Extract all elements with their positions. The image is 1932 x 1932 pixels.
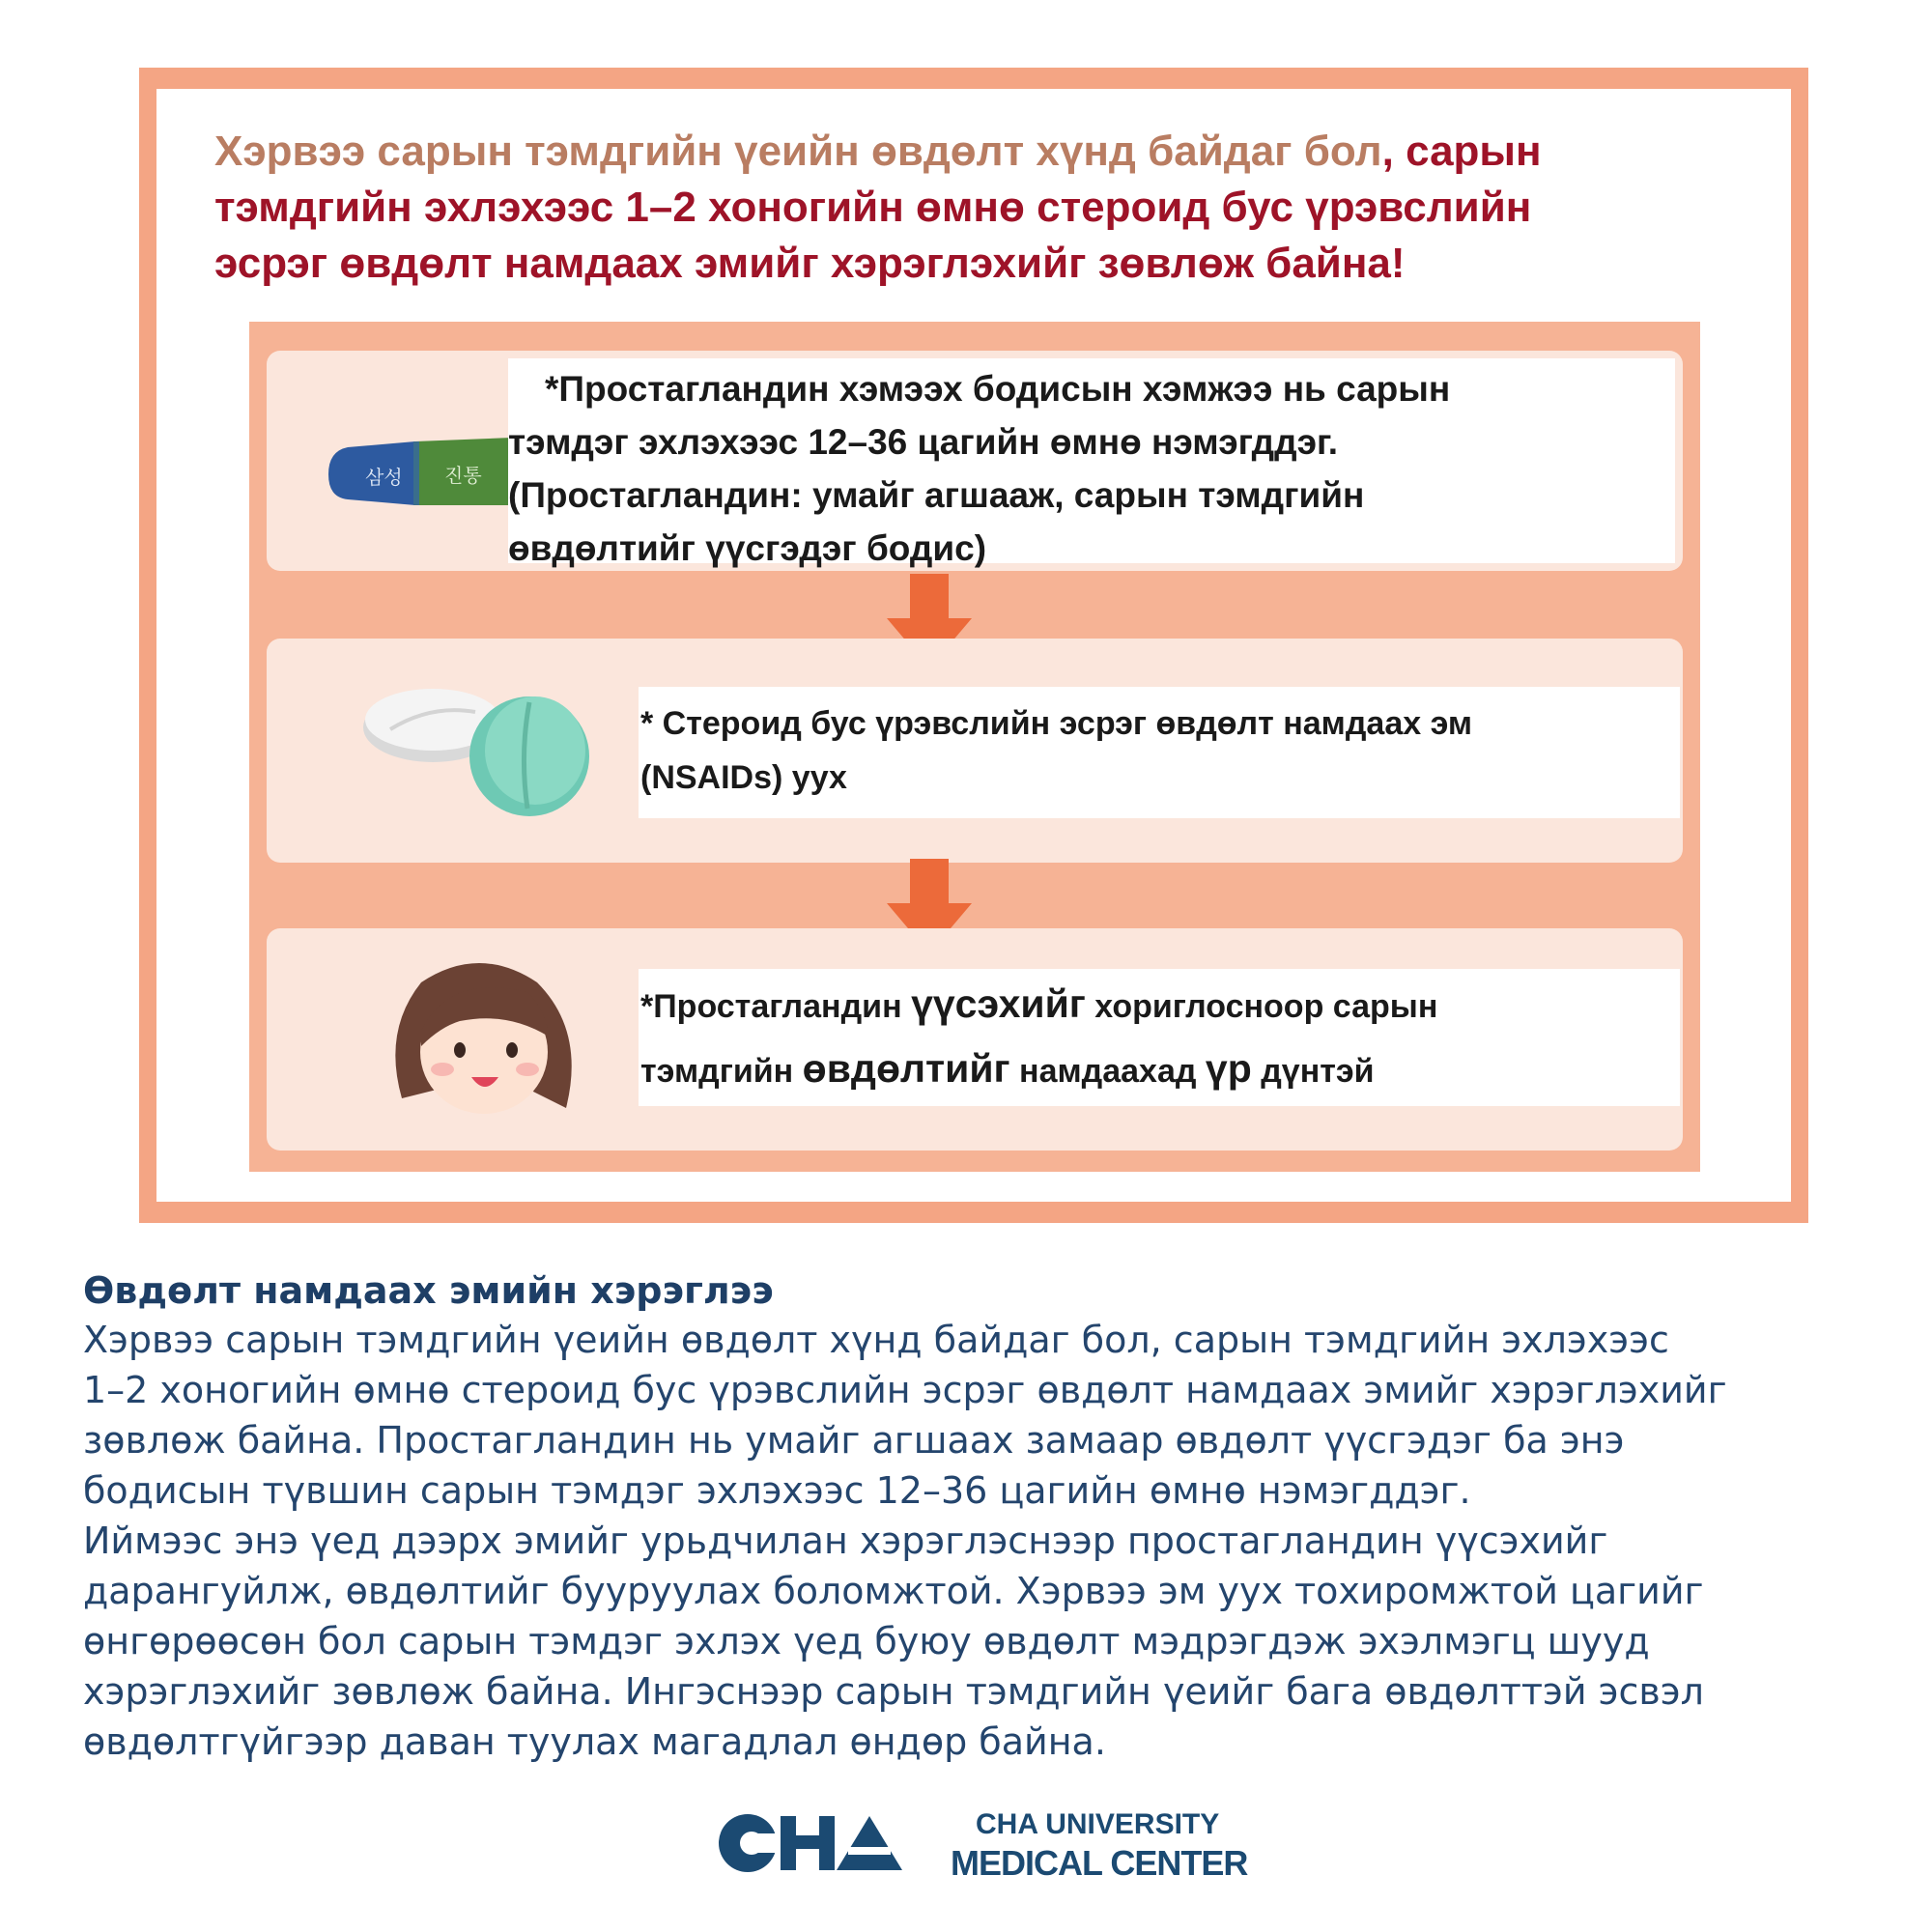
body-line: 1–2 хоногийн өмнө стероид бус үрэвслийн эсрэг өвдөлт намдаах эмийг хэрэглэхийг [83,1369,1727,1411]
headline [214,124,1760,292]
body-line: зөвлөж байна. Простагландин нь умайг агшаах замаар өвдөлт үүсгэдэг ба энэ [83,1419,1625,1462]
step-1-line: тэмдэг эхлэхээс 12–36 цагийн өмнө нэмэгддэг. [508,422,1339,462]
step-1-line: (Простагландин: умайг агшааж, сарын тэмдгийн [508,475,1365,515]
step-3-line-2: тэмдгийн өвдөлтийг намдаахад үр дүнтэй [640,1046,1375,1091]
cha-logo [717,1812,906,1874]
capsule-label-left: 삼성 [365,466,403,489]
section-title: Өвдөлт намдаах эмийн хэрэглээ [83,1269,774,1312]
body-line: бодисын түвшин сарын тэмдэг эхлэхээс 12–36 цагийн өмнө нэмэгддэг. [83,1469,1471,1512]
step-result [267,928,1683,1151]
body-line: хэрэглэхийг зөвлөж байна. Ингэснээр сарын тэмдгийн үеийг бага өвдөлттэй эсвэл [83,1670,1704,1713]
step-prostaglandin-rise [267,351,1683,571]
body-line: Хэрвээ сарын тэмдгийн үеийн өвдөлт хүнд байдаг бол, сарын тэмдгийн эхлэхээс [83,1319,1669,1361]
step-1-line: *Простагландин хэмээх бодисын хэмжээ нь сарын [545,369,1451,409]
headline-line-2: тэмдгийн эхлэхээс 1–2 хоногийн өмнө стероид бус үрэвслийн [214,184,1532,231]
smiling-girl-icon [383,953,585,1127]
section-body [83,1315,1880,1767]
step-2-line: (NSAIDs) уух [640,759,847,796]
step-1-text [508,358,1675,568]
body-line: өнгөрөөсөн бол сарын тэмдэг эхлэх үед буюу өвдөлт мэдрэгдэж эхэлмэгц шууд [83,1620,1650,1662]
body-line: дарангуйлж, өвдөлтийг бууруулах боломжтой. Хэрвээ эм уух тохиромжтой цагийг [83,1570,1704,1612]
body-line: Иймээс энэ үед дээрх эмийг урьдчилан хэрэглэснээр простагландин үүсэхийг [83,1520,1608,1562]
tablets-icon [363,673,614,818]
brand-line-2: MEDICAL CENTER [951,1843,1248,1883]
steps-panel [249,322,1700,1172]
step-3-text [639,969,1680,1106]
brand-line-1: CHA UNIVERSITY [976,1808,1220,1840]
headline-lead-rest: , сарын [1381,128,1542,175]
medicine-capsule-icon [328,434,512,511]
step-2-text [639,687,1680,818]
step-2-line: * Стероид бус үрэвслийн эсрэг өвдөлт намдаах эм [640,705,1473,742]
step-3-line-1: *Простагландин үүсэхийг хориглосноор сарын [640,981,1438,1026]
capsule-label-right: 진통 [444,464,482,487]
headline-line-3: эсрэг өвдөлт намдаах эмийг хэрэглэхийг зөвлөж байна! [214,240,1406,287]
body-line: өвдөлтгүйгээр даван туулах магадлал өндөр байна. [83,1720,1106,1763]
step-take-nsaids [267,639,1683,863]
step-1-line: өвдөлтийг үүсгэдэг бодис) [508,528,987,568]
headline-lead: Хэрвээ сарын тэмдгийн үеийн өвдөлт хүнд байдаг бол [214,128,1382,175]
